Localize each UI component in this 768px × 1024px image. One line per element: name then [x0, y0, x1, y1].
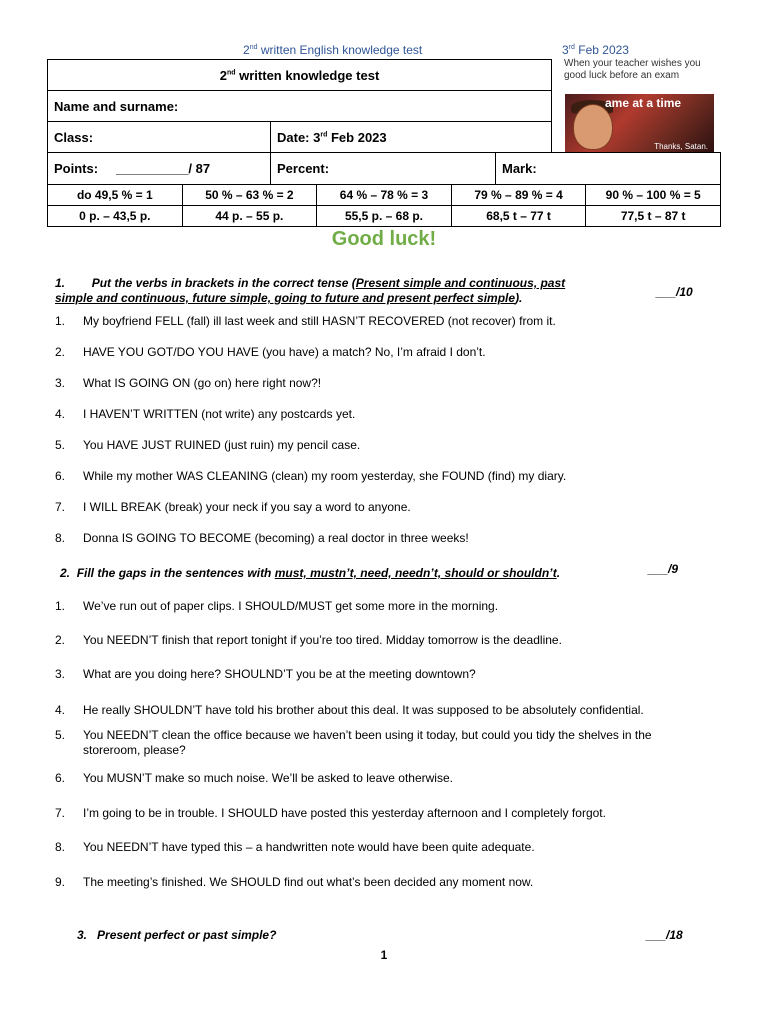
meme-top-text: ame at a time [605, 96, 682, 110]
task1-instructions: 1. Put the verbs in brackets in the correct tense (Present simple and continuous, past simple and continuous, future simple, going to future and present perfect simple). [55, 276, 566, 305]
mark-field-box [495, 152, 721, 185]
grading-table [47, 184, 721, 227]
grading-cell: 64 % – 78 % = 3 [317, 185, 452, 206]
date-label: Date: 3rd Feb 2023 [277, 129, 387, 145]
form-title-box [47, 59, 552, 91]
date-field-box [270, 121, 552, 153]
grading-cell: 77,5 t – 87 t [586, 206, 721, 227]
grading-cell: 44 p. – 55 p. [182, 206, 317, 227]
grading-cell: 50 % – 63 % = 2 [182, 185, 317, 206]
task2-score: ___/9 [648, 562, 679, 576]
points-field-box [47, 152, 271, 185]
header-test-title: 2nd written English knowledge test [243, 43, 423, 57]
grading-percent-row [48, 185, 721, 206]
grading-points-row [48, 206, 721, 227]
name-field-box [47, 90, 552, 122]
task3-score: ___/18 [646, 928, 683, 942]
meme-bottom-text: Thanks, Satan. [654, 142, 708, 151]
meme-caption: When your teacher wishes you good luck before an exam [564, 58, 701, 81]
task2-instructions: 2. Fill the gaps in the sentences with must, mustn’t, need, needn’t, should or shouldn’t. [60, 566, 561, 580]
header-date: 3rd Feb 2023 [562, 43, 629, 57]
task3-instructions: 3. Present perfect or past simple? [77, 928, 277, 942]
page-number: 1 [380, 948, 388, 962]
good-luck-heading: Good luck! [331, 228, 437, 250]
grading-cell: 90 % – 100 % = 5 [586, 185, 721, 206]
mark-label: Mark: [502, 161, 537, 176]
grading-cell: 55,5 p. – 68 p. [317, 206, 452, 227]
percent-label: Percent: [277, 161, 330, 176]
grading-cell: 0 p. – 43,5 p. [48, 206, 183, 227]
grading-cell: do 49,5 % = 1 [48, 185, 183, 206]
name-label: Name and surname: [54, 98, 179, 114]
grading-cell: 68,5 t – 77 t [451, 206, 586, 227]
class-label: Class: [54, 129, 94, 145]
task1-score: ___/10 [656, 285, 693, 299]
points-blank: __________/ 87 [116, 161, 211, 176]
points-label: Points: [54, 161, 99, 176]
meme-face-shape [573, 104, 613, 150]
grading-cell: 79 % – 89 % = 4 [451, 185, 586, 206]
class-field-box [47, 121, 271, 153]
percent-field-box [270, 152, 496, 185]
meme-image [565, 94, 714, 153]
form-title: 2nd written knowledge test [219, 67, 380, 83]
